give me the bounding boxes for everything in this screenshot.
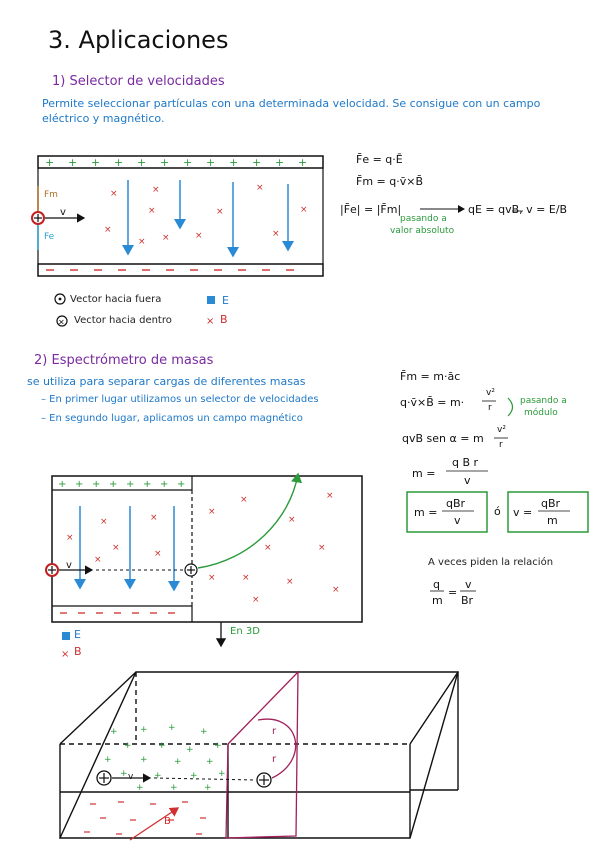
s1-eq-abs: |F̄e| = |F̄m| bbox=[340, 203, 402, 216]
page-title: 3. Aplicaciones bbox=[48, 26, 229, 54]
svg-text:×: × bbox=[208, 573, 216, 583]
svg-text:+: + bbox=[174, 757, 182, 767]
svg-text:+: + bbox=[110, 727, 118, 737]
s2-eq3-num: v² bbox=[497, 425, 506, 435]
s1-eq-fe: F̄e = q·Ē bbox=[356, 153, 403, 166]
svg-text:×: × bbox=[195, 231, 203, 241]
svg-text:+: + bbox=[275, 156, 285, 169]
svg-text:+: + bbox=[158, 741, 166, 751]
svg-text:+: + bbox=[214, 741, 222, 751]
section2-bullet1: – En primer lugar utilizamos un selector de velocidades bbox=[41, 394, 319, 405]
s1-eq-fm: F̄m = q·v̄×B̄ bbox=[356, 175, 424, 188]
svg-text:+: + bbox=[104, 755, 112, 765]
svg-text:+: + bbox=[204, 783, 212, 793]
box1-num: qBr bbox=[446, 497, 466, 510]
section2-desc: se utiliza para separar cargas de diferentes masas bbox=[27, 375, 306, 388]
legend-in-label: Vector hacia dentro bbox=[74, 315, 172, 326]
s3d-r-label-1: r bbox=[272, 726, 277, 737]
svg-text:×: × bbox=[206, 316, 215, 327]
s2-v-label: v bbox=[66, 560, 72, 571]
s2-eq4-num: q B r bbox=[452, 456, 479, 469]
svg-text:+: + bbox=[109, 479, 118, 490]
svg-text:+: + bbox=[200, 727, 208, 737]
svg-text:+: + bbox=[218, 769, 226, 779]
svg-text:×: × bbox=[152, 185, 160, 195]
box1-left: m = bbox=[414, 506, 438, 519]
svg-text:×: × bbox=[326, 491, 334, 501]
svg-text:+: + bbox=[206, 156, 216, 169]
relation-text: A veces piden la relación bbox=[428, 557, 554, 568]
svg-text:+: + bbox=[190, 771, 198, 781]
rel-right-num: v bbox=[465, 578, 472, 591]
s2-note-line2: módulo bbox=[524, 408, 558, 418]
s2-eq2-num: v² bbox=[486, 388, 495, 398]
s3d-r-label-2: r bbox=[272, 754, 277, 765]
svg-text:+: + bbox=[183, 156, 193, 169]
svg-text:+: + bbox=[140, 755, 148, 765]
box2-den: m bbox=[547, 514, 558, 527]
svg-text:+: + bbox=[68, 156, 78, 169]
svg-text:+: + bbox=[160, 479, 169, 490]
section1-heading: 1) Selector de velocidades bbox=[52, 74, 225, 89]
svg-text:+: + bbox=[136, 783, 144, 793]
svg-text:+: + bbox=[143, 479, 152, 490]
svg-text:+: + bbox=[206, 757, 214, 767]
section2-bullet2: – En segundo lugar, aplicamos un campo magnético bbox=[41, 413, 303, 424]
svg-text:×: × bbox=[240, 495, 248, 505]
rel-right-den: Br bbox=[461, 594, 474, 607]
svg-text:×: × bbox=[154, 549, 162, 559]
s1-fm-label: Fm bbox=[44, 190, 58, 200]
svg-text:×: × bbox=[138, 237, 146, 247]
svg-text:+: + bbox=[120, 769, 128, 779]
svg-text:+: + bbox=[58, 479, 67, 490]
s3d-v-label: v bbox=[128, 772, 134, 782]
svg-text:×: × bbox=[264, 543, 272, 553]
s1-fe-label: Fe bbox=[44, 232, 55, 242]
svg-text:+: + bbox=[114, 156, 124, 169]
svg-text:×: × bbox=[272, 229, 280, 239]
svg-text:×: × bbox=[148, 206, 156, 216]
svg-text:+: + bbox=[229, 156, 239, 169]
svg-text:×: × bbox=[150, 513, 158, 523]
svg-text:×: × bbox=[208, 507, 216, 517]
s2-eq4-den: v bbox=[464, 474, 471, 487]
s2-note-line1: pasando a bbox=[520, 396, 567, 406]
svg-text:×: × bbox=[216, 207, 224, 217]
s1-v-label: v bbox=[60, 207, 66, 218]
s1-note-line1: pasando a bbox=[400, 214, 447, 224]
svg-text:×: × bbox=[300, 205, 308, 215]
s2-legend-e: E bbox=[74, 628, 81, 641]
svg-text:+: + bbox=[160, 156, 170, 169]
svg-text:+: + bbox=[154, 771, 162, 781]
s1-eq-result: qE = qvB, v = E/B bbox=[468, 203, 568, 216]
section1-desc-line2: eléctrico y magnético. bbox=[42, 112, 165, 125]
velocity-selector-diagram bbox=[32, 156, 323, 276]
svg-text:×: × bbox=[110, 189, 118, 199]
svg-text:+: + bbox=[140, 725, 148, 735]
svg-text:×: × bbox=[112, 543, 120, 553]
s1-note-line2: valor absoluto bbox=[390, 226, 455, 236]
rel-left-num: q bbox=[433, 578, 440, 591]
legend-b-label: B bbox=[220, 313, 228, 326]
svg-text:×: × bbox=[58, 317, 65, 327]
s2-eq3-den: r bbox=[499, 440, 503, 450]
svg-text:+: + bbox=[252, 156, 262, 169]
section1-desc-line1: Permite seleccionar partículas con una determinada velocidad. Se consigue con un campo bbox=[42, 97, 541, 110]
svg-text:×: × bbox=[100, 517, 108, 527]
en3d-label: En 3D bbox=[230, 626, 260, 637]
legend-e-label: E bbox=[222, 294, 229, 307]
svg-text:+: + bbox=[186, 745, 194, 755]
svg-text:×: × bbox=[286, 577, 294, 587]
svg-text:×: × bbox=[242, 573, 250, 583]
svg-text:+: + bbox=[170, 783, 178, 793]
svg-text:+: + bbox=[126, 479, 135, 490]
s2-eq2-left: q·v̄×B̄ = m· bbox=[400, 396, 465, 409]
svg-text:+: + bbox=[124, 741, 132, 751]
svg-text:×: × bbox=[256, 183, 264, 193]
s2-eq3: qvB sen α = m bbox=[402, 432, 484, 445]
svg-text:×: × bbox=[332, 585, 340, 595]
s2-eq2-den: r bbox=[488, 403, 492, 413]
s3d-b-label: B bbox=[164, 816, 171, 827]
s2-legend-b: B bbox=[74, 645, 82, 658]
svg-text:+: + bbox=[137, 156, 147, 169]
svg-text:+: + bbox=[45, 156, 55, 169]
svg-text:+: + bbox=[75, 479, 84, 490]
svg-text:×: × bbox=[252, 595, 260, 605]
svg-text:×: × bbox=[162, 233, 170, 243]
svg-text:+: + bbox=[177, 479, 186, 490]
svg-text:×: × bbox=[104, 225, 112, 235]
mass-spectrometer-3d bbox=[60, 672, 458, 838]
svg-text:+: + bbox=[92, 479, 101, 490]
or-label: ó bbox=[494, 505, 501, 518]
svg-text:×: × bbox=[61, 649, 70, 660]
svg-text:+: + bbox=[91, 156, 101, 169]
s2-eq-fm: F̄m = m·āc bbox=[400, 370, 461, 383]
svg-text:×: × bbox=[318, 543, 326, 553]
svg-text:×: × bbox=[288, 515, 296, 525]
section2-heading: 2) Espectrómetro de masas bbox=[34, 353, 214, 368]
s2-eq4-left: m = bbox=[412, 467, 436, 480]
rel-left-den: m bbox=[432, 594, 443, 607]
svg-text:×: × bbox=[94, 555, 102, 565]
mass-spectrometer-2d bbox=[46, 474, 362, 622]
box2-num: qBr bbox=[541, 497, 561, 510]
box1-den: v bbox=[454, 514, 461, 527]
svg-text:+: + bbox=[168, 723, 176, 733]
svg-text:+: + bbox=[298, 156, 308, 169]
box2-left: v = bbox=[513, 506, 533, 519]
legend-out-label: Vector hacia fuera bbox=[70, 294, 162, 305]
svg-text:×: × bbox=[66, 533, 74, 543]
